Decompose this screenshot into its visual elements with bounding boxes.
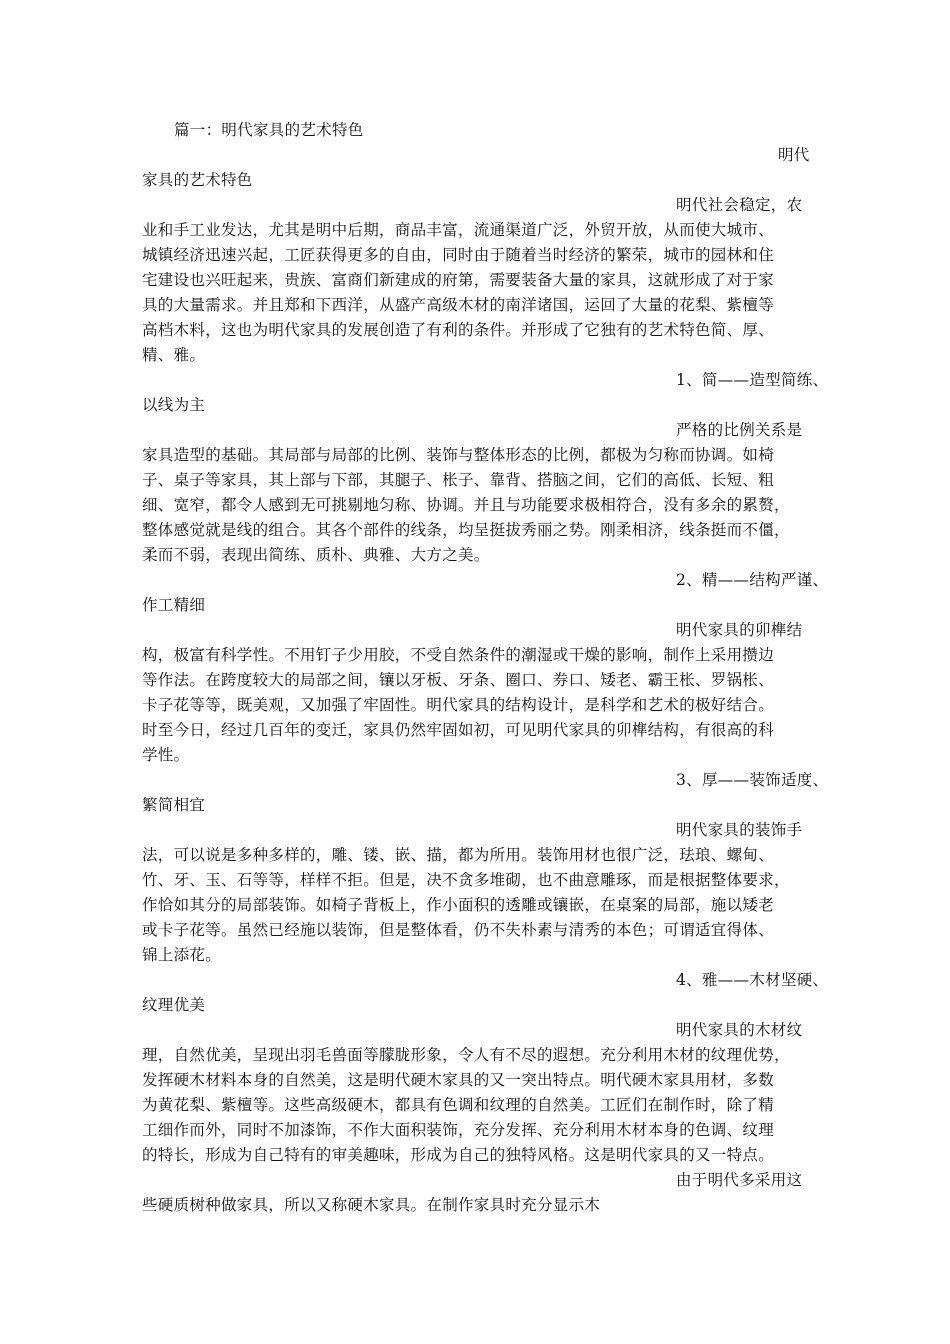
paragraph-line: 竹、牙、玉、石等等，样样不拒。但是，决不贪多堆砌，也不曲意雕琢，而是根据整体要求， [142,871,790,889]
paragraph-line: 作恰如其分的局部装饰。如椅子背板上，作小面积的透雕或镶嵌，在桌案的局部，施以矮老 [142,896,775,914]
paragraph-line: 柔而不弱，表现出简练、质朴、典雅、大方之美。 [142,546,490,564]
paragraph-line: 明代家具的装饰手 [676,821,803,839]
paragraph-line: 业和手工业发达，尤其是明中后期，商品丰富，流通渠道广泛，外贸开放，从而使大城市、 [142,221,775,239]
paragraph-line: 家具造型的基础。其局部与局部的比例、装饰与整体形态的比例，都极为匀称而协调。如椅 [142,446,775,464]
paragraph-line: 城镇经济迅速兴起，工匠获得更多的自由，同时由于随着当时经济的繁荣，城市的园林和住 [142,246,775,264]
section-heading: 繁简相宜 [142,796,206,814]
section-heading: 1、简——造型简练、 [676,371,829,389]
paragraph-line: 或卡子花等。虽然已经施以装饰，但是整体看，仍不失朴素与清秀的本色；可谓适宜得体、 [142,921,775,939]
paragraph-line: 严格的比例关系是 [676,421,803,439]
heading-line: 家具的艺术特色 [142,171,253,189]
section-heading: 以线为主 [142,396,206,414]
paragraph-line: 为黄花梨、紫檀等。这些高级硬木，都具有色调和纹理的自然美。工匠们在制作时，除了精 [142,1096,775,1114]
paragraph-line: 时至今日，经过几百年的变迁，家具仍然牢固如初，可见明代家具的卯榫结构，有很高的科 [142,721,775,739]
paragraph-line: 明代家具的木材纹 [676,1021,803,1039]
section-heading: 作工精细 [142,596,206,614]
paragraph-line: 法，可以说是多种多样的，雕、镂、嵌、描，都为所用。装饰用材也很广泛，珐琅、螺甸、 [142,846,775,864]
paragraph-line: 构，极富有科学性。不用钉子少用胶，不受自然条件的潮湿或干燥的影响，制作上采用攒边 [142,646,775,664]
paragraph-line: 些硬质树种做家具，所以又称硬木家具。在制作家具时充分显示木 [142,1196,601,1214]
paragraph-line: 明代社会稳定，农 [676,196,803,214]
paragraph-line: 精、雅。 [142,346,206,364]
paragraph-line: 明代家具的卯榫结 [676,621,803,639]
heading-line: 明代 [778,146,810,164]
document-title: 篇一：明代家具的艺术特色 [174,121,364,139]
section-heading: 纹理优美 [142,996,206,1014]
paragraph-line: 的特长，形成为自己特有的审美趣味，形成为自己的独特风格。这是明代家具的又一特点。 [142,1146,775,1164]
paragraph-line: 学性。 [142,746,190,764]
paragraph-line: 子、桌子等家具，其上部与下部，其腿子、枨子、靠背、搭脑之间，它们的高低、长短、粗 [142,471,775,489]
section-heading: 3、厚——装饰适度、 [676,771,829,789]
paragraph-line: 由于明代多采用这 [676,1171,803,1189]
paragraph-line: 整体感觉就是线的组合。其各个部件的线条，均呈挺拔秀丽之势。刚柔相济，线条挺而不僵， [142,521,790,539]
paragraph-line: 具的大量需求。并且郑和下西洋，从盛产高级木材的南洋诸国，运回了大量的花梨、紫檀等 [142,296,775,314]
paragraph-line: 宅建设也兴旺起来，贵族、富商们新建成的府第，需要装备大量的家具，这就形成了对于家 [142,271,775,289]
paragraph-line: 高档木料，这也为明代家具的发展创造了有利的条件。并形成了它独有的艺术特色简、厚、 [142,321,775,339]
paragraph-line: 工细作而外，同时不加漆饰，不作大面积装饰，充分发挥、充分利用木材本身的色调、纹理 [142,1121,775,1139]
paragraph-line: 等作法。在跨度较大的局部之间，镶以牙板、牙条、圈口、券口、矮老、霸王枨、罗锅枨、 [142,671,775,689]
paragraph-line: 发挥硬木材料本身的自然美，这是明代硬木家具的又一突出特点。明代硬木家具用材，多数 [142,1071,775,1089]
paragraph-line: 卡子花等等，既美观，又加强了牢固性。明代家具的结构设计，是科学和艺术的极好结合。 [142,696,775,714]
paragraph-line: 理，自然优美，呈现出羽毛兽面等朦胧形象，令人有不尽的遐想。充分利用木材的纹理优势， [142,1046,790,1064]
paragraph-line: 锦上添花。 [142,946,222,964]
paragraph-line: 细、宽窄，都令人感到无可挑剔地匀称、协调。并且与功能要求极相符合，没有多余的累赘， [142,496,790,514]
section-heading: 2、精——结构严谨、 [676,571,829,589]
section-heading: 4、雅——木材坚硬、 [676,971,829,989]
